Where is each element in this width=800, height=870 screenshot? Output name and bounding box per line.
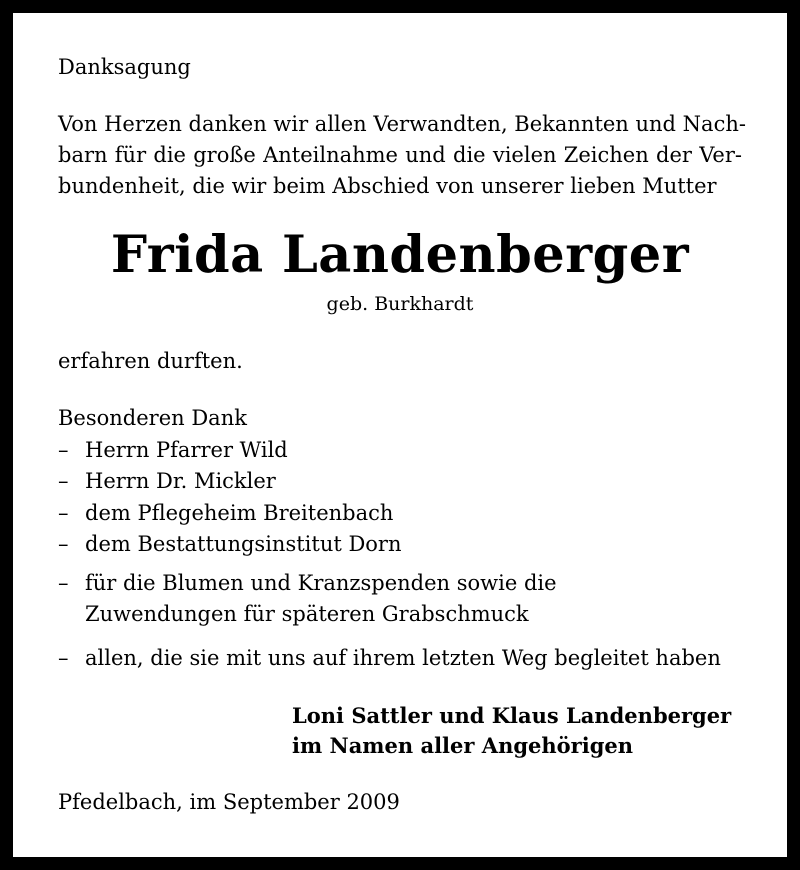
dash: – [58, 532, 69, 556]
dash: – [58, 438, 69, 462]
list-item-text: dem Bestattungsinstitut Dorn [85, 532, 402, 556]
list-item [58, 529, 402, 560]
intro-line: bundenheit, die wir beim Abschied von unserer lieben Mutter [58, 174, 717, 198]
list-item-text: Herrn Dr. Mickler [85, 469, 276, 493]
signature-line: Loni Sattler und Klaus Landenberger [292, 703, 732, 728]
dash: – [58, 571, 69, 595]
thanks-heading: Besonderen Dank [58, 406, 247, 430]
list-item-text: dem Pflegeheim Breitenbach [85, 501, 394, 525]
list-item [58, 466, 276, 497]
list-item [58, 498, 393, 529]
heading: Danksagung [58, 55, 191, 79]
list-item-text: für die Blumen und Kranzspenden sowie die [85, 571, 557, 595]
list-item-text: allen, die sie mit uns auf ihrem letzten Weg begleitet haben [85, 646, 721, 670]
intro-line: barn für die große Anteilnahme und die vielen Zeichen der Ver- [58, 143, 742, 167]
list-item [58, 435, 288, 466]
deceased-name: Frida Landenberger [110, 225, 690, 285]
birth-name: geb. Burkhardt [326, 293, 474, 315]
dash: – [58, 469, 69, 493]
continuation-text: erfahren durften. [58, 349, 243, 373]
list-item-text: Herrn Pfarrer Wild [85, 438, 288, 462]
intro-line: Von Herzen danken wir allen Verwandten, Bekannten und Nach- [58, 112, 746, 136]
list-item [58, 643, 721, 674]
dash: – [58, 501, 69, 525]
dash: – [58, 646, 69, 670]
list-item-continuation: Zuwendungen für späteren Grabschmuck [85, 602, 529, 626]
place-date: Pfedelbach, im September 2009 [58, 790, 400, 814]
signature-line: im Namen aller Angehörigen [292, 733, 634, 758]
list-item [58, 568, 557, 599]
